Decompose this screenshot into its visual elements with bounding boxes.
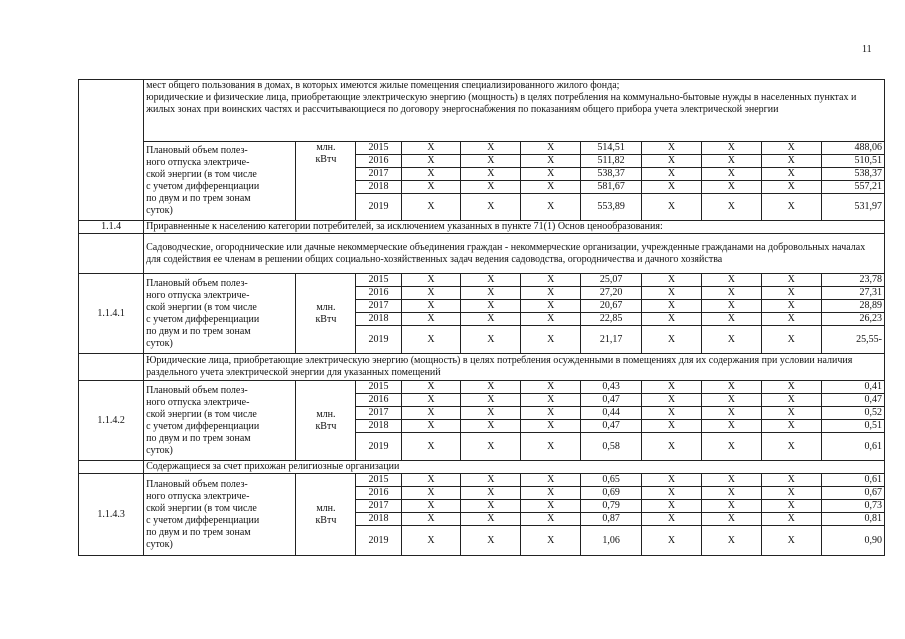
unit-line: кВтч — [315, 154, 337, 165]
value-cell: 20,67 — [581, 300, 642, 313]
value-cell: X — [642, 168, 702, 181]
unit-label — [296, 474, 356, 556]
value-cell: X — [521, 407, 581, 420]
total-cell: 557,21 — [821, 181, 884, 194]
total-cell: 0,81 — [821, 513, 884, 526]
subsection-title-row — [79, 354, 885, 381]
year-cell: 2015 — [356, 381, 401, 394]
section-title-row — [79, 221, 885, 234]
value-cell: X — [461, 526, 521, 556]
value-cell: X — [521, 420, 581, 433]
indicator-line: суток) — [146, 205, 173, 216]
total-cell: 0,52 — [821, 407, 884, 420]
value-cell: X — [701, 513, 761, 526]
value-cell: 25,07 — [581, 274, 642, 287]
year-cell: 2018 — [356, 313, 401, 326]
value-cell: 0,79 — [581, 500, 642, 513]
value-cell: X — [521, 474, 581, 487]
unit-line: млн. — [316, 142, 336, 153]
value-cell: X — [642, 142, 702, 155]
indicator-line: Плановый объем полез- — [146, 384, 248, 396]
value-cell: 0,58 — [581, 433, 642, 461]
value-cell: X — [701, 194, 761, 221]
value-cell: X — [461, 142, 521, 155]
value-cell: X — [461, 394, 521, 407]
indicator-line: с учетом дифференциации — [146, 313, 260, 325]
value-cell: X — [642, 194, 702, 221]
table-row — [79, 381, 885, 394]
value-cell: X — [521, 500, 581, 513]
indicator-line: по двум и по трем зонам — [146, 325, 251, 337]
blank-cell — [79, 354, 144, 381]
value-cell: X — [401, 381, 461, 394]
year-cell: 2016 — [356, 155, 401, 168]
intro-line-2: юридические и физические лица, приобретающие электрическую энергию (мощность) в целях потребления на коммунально-бытовые нужды в населенных пунктах и жилых зонах при воинских частях и рассчитывающиеся по договору энергоснабжения по показаниям общего прибора учета электрической энергии — [146, 92, 857, 115]
value-cell: X — [401, 181, 461, 194]
value-cell: X — [761, 487, 821, 500]
subsection-title: Садоводческие, огороднические или дачные некоммерческие объединения граждан - некоммерческие организации, учрежденные гражданами на добровольных началах для содействия ее членам в решении общих социально-хозяйственных задач ведения садоводства, огородничества и дачного хозяйства — [144, 234, 885, 274]
year-cell: 2015 — [356, 142, 401, 155]
indicator-line: суток) — [146, 444, 173, 456]
subsection-title-row — [79, 461, 885, 474]
unit-line: кВтч — [315, 420, 337, 432]
value-cell: X — [642, 313, 702, 326]
value-cell: X — [521, 142, 581, 155]
value-cell: X — [701, 420, 761, 433]
indicator-line: ного отпуска электриче- — [146, 157, 250, 168]
value-cell: X — [401, 474, 461, 487]
value-cell: X — [461, 407, 521, 420]
value-cell: X — [701, 526, 761, 556]
year-cell: 2019 — [356, 194, 401, 221]
value-cell: X — [461, 433, 521, 461]
value-cell: X — [401, 155, 461, 168]
value-cell: X — [521, 433, 581, 461]
value-cell: X — [761, 274, 821, 287]
indicator-line: суток) — [146, 538, 173, 550]
year-cell: 2018 — [356, 181, 401, 194]
value-cell: X — [701, 381, 761, 394]
indicator-line: ской энергии (в том числе — [146, 301, 257, 313]
total-cell: 0,41 — [821, 381, 884, 394]
value-cell: X — [701, 433, 761, 461]
blank-cell — [79, 80, 144, 221]
value-cell: X — [401, 326, 461, 354]
value-cell: X — [642, 155, 702, 168]
year-cell: 2018 — [356, 420, 401, 433]
indicator-line: ного отпуска электриче- — [146, 289, 250, 301]
indicator-line: с учетом дифференциации — [146, 181, 260, 192]
value-cell: X — [521, 313, 581, 326]
section-code: 1.1.4 — [79, 221, 144, 234]
value-cell: X — [642, 487, 702, 500]
value-cell: X — [761, 287, 821, 300]
page-number: 11 — [862, 44, 872, 55]
subsection-title: Содержащиеся за счет прихожан религиозные организации — [144, 461, 885, 474]
value-cell: X — [761, 142, 821, 155]
total-cell: 27,31 — [821, 287, 884, 300]
value-cell: X — [461, 181, 521, 194]
indicator-label — [144, 474, 296, 556]
indicator-line: ской энергии (в том числе — [146, 408, 257, 420]
value-cell: X — [461, 155, 521, 168]
value-cell: 0,44 — [581, 407, 642, 420]
value-cell: X — [401, 500, 461, 513]
indicator-line: с учетом дифференциации — [146, 420, 260, 432]
value-cell: X — [521, 287, 581, 300]
value-cell: X — [521, 181, 581, 194]
value-cell: X — [701, 326, 761, 354]
value-cell: X — [701, 168, 761, 181]
value-cell: 0,47 — [581, 420, 642, 433]
value-cell: X — [521, 381, 581, 394]
value-cell: X — [461, 381, 521, 394]
value-cell: X — [761, 326, 821, 354]
value-cell: X — [521, 487, 581, 500]
total-cell: 510,51 — [821, 155, 884, 168]
value-cell: X — [701, 142, 761, 155]
value-cell: X — [642, 407, 702, 420]
value-cell: X — [642, 394, 702, 407]
unit-line: млн. — [316, 502, 336, 514]
value-cell: X — [701, 487, 761, 500]
value-cell: 514,51 — [581, 142, 642, 155]
value-cell: X — [761, 300, 821, 313]
value-cell: X — [642, 474, 702, 487]
section-code: 1.1.4.1 — [79, 274, 144, 354]
unit-line: млн. — [316, 408, 336, 420]
value-cell: X — [761, 168, 821, 181]
value-cell: X — [761, 526, 821, 556]
value-cell: X — [461, 168, 521, 181]
unit-label — [296, 274, 356, 354]
table-row — [79, 142, 885, 155]
value-cell: X — [642, 526, 702, 556]
value-cell: X — [521, 194, 581, 221]
value-cell: X — [701, 407, 761, 420]
value-cell: X — [642, 381, 702, 394]
value-cell: 0,87 — [581, 513, 642, 526]
value-cell: X — [401, 313, 461, 326]
year-cell: 2017 — [356, 168, 401, 181]
value-cell: X — [521, 394, 581, 407]
value-cell: X — [521, 526, 581, 556]
intro-row — [79, 80, 885, 142]
year-cell: 2015 — [356, 274, 401, 287]
total-cell: 25,55- — [821, 326, 884, 354]
total-cell: 26,23 — [821, 313, 884, 326]
value-cell: X — [461, 500, 521, 513]
year-cell: 2016 — [356, 394, 401, 407]
indicator-line: ской энергии (в том числе — [146, 502, 257, 514]
subsection-title: Юридические лица, приобретающие электрическую энергию (мощность) в целях потребления осужденными в помещениях для их содержания при условии наличия раздельного учета электрической энергии для указанных помещений — [144, 354, 885, 381]
value-cell: X — [401, 194, 461, 221]
value-cell: X — [761, 394, 821, 407]
total-cell: 0,61 — [821, 433, 884, 461]
indicator-label — [144, 274, 296, 354]
indicator-line: Плановый объем полез- — [146, 277, 248, 289]
value-cell: X — [401, 394, 461, 407]
blank-cell — [79, 461, 144, 474]
year-cell: 2019 — [356, 433, 401, 461]
value-cell: X — [642, 420, 702, 433]
year-cell: 2017 — [356, 500, 401, 513]
total-cell: 0,61 — [821, 474, 884, 487]
value-cell: 0,43 — [581, 381, 642, 394]
year-cell: 2018 — [356, 513, 401, 526]
value-cell: X — [461, 194, 521, 221]
indicator-line: с учетом дифференциации — [146, 514, 260, 526]
value-cell: X — [401, 433, 461, 461]
total-cell: 0,90 — [821, 526, 884, 556]
value-cell: X — [642, 181, 702, 194]
total-cell: 28,89 — [821, 300, 884, 313]
value-cell: 553,89 — [581, 194, 642, 221]
value-cell: X — [401, 526, 461, 556]
value-cell: X — [461, 274, 521, 287]
value-cell: X — [642, 300, 702, 313]
intro-text — [144, 80, 885, 142]
total-cell: 538,37 — [821, 168, 884, 181]
indicator-label — [144, 381, 296, 461]
value-cell: X — [461, 487, 521, 500]
value-cell: 538,37 — [581, 168, 642, 181]
value-cell: X — [521, 300, 581, 313]
value-cell: X — [701, 287, 761, 300]
value-cell: X — [401, 274, 461, 287]
year-cell: 2016 — [356, 487, 401, 500]
value-cell: X — [761, 433, 821, 461]
value-cell: 1,06 — [581, 526, 642, 556]
value-cell: X — [701, 300, 761, 313]
value-cell: 22,85 — [581, 313, 642, 326]
indicator-line: по двум и по трем зонам — [146, 526, 251, 538]
indicator-label — [144, 142, 296, 221]
indicator-line: суток) — [146, 337, 173, 349]
year-cell: 2016 — [356, 287, 401, 300]
value-cell: X — [401, 420, 461, 433]
unit-line: кВтч — [315, 514, 337, 526]
value-cell: X — [642, 500, 702, 513]
value-cell: 511,82 — [581, 155, 642, 168]
value-cell: X — [401, 142, 461, 155]
table-row — [79, 474, 885, 487]
tariff-table — [78, 79, 885, 556]
value-cell: X — [521, 168, 581, 181]
value-cell: X — [761, 513, 821, 526]
value-cell: X — [701, 394, 761, 407]
year-cell: 2017 — [356, 300, 401, 313]
total-cell: 0,51 — [821, 420, 884, 433]
value-cell: X — [461, 474, 521, 487]
value-cell: X — [521, 513, 581, 526]
value-cell: X — [401, 300, 461, 313]
unit-label — [296, 142, 356, 221]
value-cell: 27,20 — [581, 287, 642, 300]
total-cell: 0,47 — [821, 394, 884, 407]
value-cell: X — [701, 500, 761, 513]
value-cell: X — [461, 313, 521, 326]
unit-line: млн. — [316, 301, 336, 313]
value-cell: 0,47 — [581, 394, 642, 407]
year-cell: 2017 — [356, 407, 401, 420]
unit-label — [296, 381, 356, 461]
total-cell: 0,73 — [821, 500, 884, 513]
value-cell: X — [461, 287, 521, 300]
total-cell: 488,06 — [821, 142, 884, 155]
value-cell: X — [761, 313, 821, 326]
value-cell: X — [761, 155, 821, 168]
value-cell: X — [642, 287, 702, 300]
value-cell: X — [701, 181, 761, 194]
value-cell: X — [401, 487, 461, 500]
indicator-line: ской энергии (в том числе — [146, 169, 257, 180]
value-cell: X — [461, 420, 521, 433]
value-cell: 581,67 — [581, 181, 642, 194]
value-cell: 21,17 — [581, 326, 642, 354]
subsection-title-row — [79, 234, 885, 274]
indicator-line: по двум и по трем зонам — [146, 432, 251, 444]
value-cell: X — [521, 326, 581, 354]
indicator-line: по двум и по трем зонам — [146, 193, 251, 204]
value-cell: X — [701, 313, 761, 326]
indicator-line: Плановый объем полез- — [146, 478, 248, 490]
value-cell: X — [642, 433, 702, 461]
value-cell: X — [461, 326, 521, 354]
year-cell: 2015 — [356, 474, 401, 487]
value-cell: X — [761, 500, 821, 513]
value-cell: X — [701, 274, 761, 287]
value-cell: X — [642, 326, 702, 354]
total-cell: 23,78 — [821, 274, 884, 287]
value-cell: X — [701, 155, 761, 168]
value-cell: X — [761, 407, 821, 420]
value-cell: X — [761, 181, 821, 194]
value-cell: X — [642, 274, 702, 287]
value-cell: X — [761, 420, 821, 433]
intro-line-1: мест общего пользования в домах, в которых имеются жилые помещения специализированного жилого фонда; — [146, 80, 620, 91]
indicator-line: ного отпуска электриче- — [146, 396, 250, 408]
total-cell: 531,97 — [821, 194, 884, 221]
section-code: 1.1.4.2 — [79, 381, 144, 461]
year-cell: 2019 — [356, 526, 401, 556]
value-cell: X — [461, 513, 521, 526]
indicator-line: ного отпуска электриче- — [146, 490, 250, 502]
section-title: Приравненные к населению категории потребителей, за исключением указанных в пункте 71(1) Основ ценообразования: — [144, 221, 885, 234]
value-cell: X — [401, 287, 461, 300]
value-cell: X — [401, 513, 461, 526]
value-cell: X — [461, 300, 521, 313]
value-cell: 0,69 — [581, 487, 642, 500]
value-cell: X — [761, 381, 821, 394]
value-cell: 0,65 — [581, 474, 642, 487]
blank-cell — [79, 234, 144, 274]
value-cell: X — [521, 155, 581, 168]
unit-line: кВтч — [315, 313, 337, 325]
table-row — [79, 274, 885, 287]
value-cell: X — [521, 274, 581, 287]
value-cell: X — [642, 513, 702, 526]
section-code: 1.1.4.3 — [79, 474, 144, 556]
value-cell: X — [401, 407, 461, 420]
value-cell: X — [761, 194, 821, 221]
year-cell: 2019 — [356, 326, 401, 354]
value-cell: X — [761, 474, 821, 487]
total-cell: 0,67 — [821, 487, 884, 500]
value-cell: X — [701, 474, 761, 487]
indicator-line: Плановый объем полез- — [146, 145, 248, 156]
value-cell: X — [401, 168, 461, 181]
